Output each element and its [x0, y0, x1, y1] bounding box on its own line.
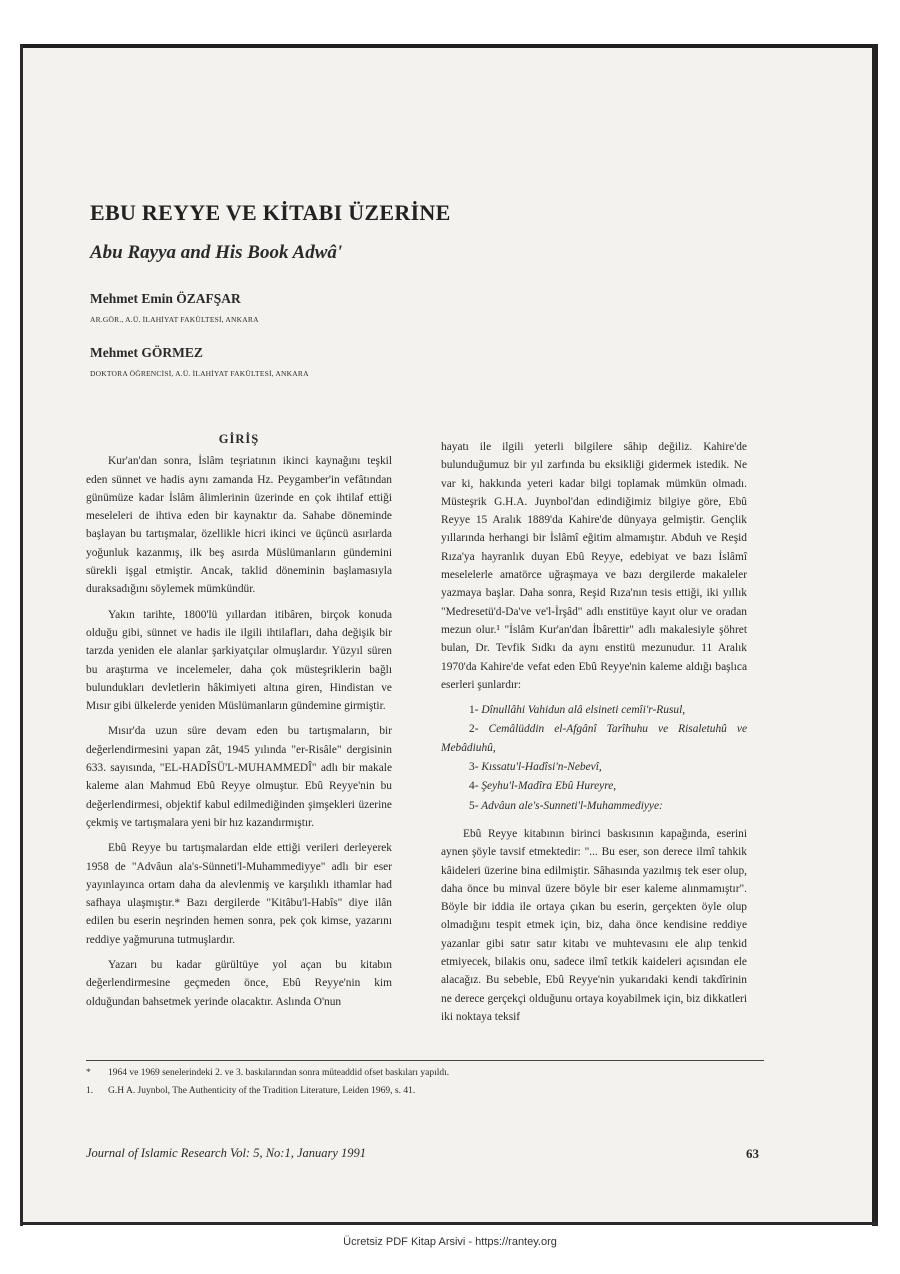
body-paragraph: hayatı ile ilgili yeterli bilgilere sâhip değiliz. Kahire'de bulunduğumuz bir yıl zarfında bu eksikliği gidermek istedik. Ne var ki, hakkında yeteri kadar bilgi toplamak mümkün olmadı. Müsteşrik G.H.A. Juynbol'dan edindiğimiz bilgiye göre, Ebû Reyye 15 Aralık 1889'da Kahire'de dünyaya gelmiştir. Gençlik yıllarında herhangi bir İslâmî eğitim almamıştır. Abduh ve Reşid Rıza'ya hayranlık duyan Ebû Reyye, edebiyat ve bazı İslâmî meselelerle amatörce uğraşmaya ve bazı dergilerde makaleler yazmaya başlar. Daha sonra, Reşid Rıza'nın tesis ettiği, iki yıllık "Medresetü'd-Da've ve'l-İrşâd" adlı enstitüye kayıt olur ve oradan mezun olur.¹ "İslâm Kur'an'dan İbârettir" adlı makalesiyle şöhret bulan, Dr. Tevfik Sıdkı da aynı enstitü mezunudur. 11 Aralık 1970'da Kahire'de vefat eden Ebû Reyye'nin kaleme aldığı başlıca eserleri şunlardır: [441, 441, 747, 691]
body-paragraph: Yazarı bu kadar gürültüye yol açan bu kitabın değerlendirmesine geçmeden önce, Ebû Reyye'nin kim olduğundan bahsetmek yerinde olacaktır. Aslında O'nun [86, 959, 392, 1008]
list-item [441, 797, 747, 815]
footnote [86, 1086, 415, 1096]
list-number: 4- [469, 780, 479, 793]
work-title: Dînullâhi Vahidun alâ elsineti cemîi'r-Rusul, [481, 704, 686, 717]
watermark-caption: Ücretsiz PDF Kitap Arsivi - https://rantey.org [343, 1236, 557, 1248]
list-number: 2- [469, 723, 479, 736]
article-subtitle: Abu Rayya and His Book Adwâ' [90, 242, 343, 263]
list-item [441, 777, 747, 795]
footnote-mark: * [86, 1068, 91, 1078]
footnote-divider [86, 1060, 764, 1061]
footnote-text: G.H A. Juynbol, The Authenticity of the Tradition Literature, Leiden 1969, s. 41. [108, 1086, 416, 1096]
author-affiliation: DOKTORA ÖĞRENCİSİ, A.Ü. İLAHİYAT FAKÜLTESİ, ANKARA [90, 369, 309, 378]
list-item [441, 701, 747, 719]
list-number: 3- [469, 761, 479, 774]
list-number: 1- [469, 704, 479, 717]
page-number: 63 [746, 1146, 759, 1161]
body-paragraph: Kur'an'dan sonra, İslâm teşriatının ikinci kaynağını teşkil eden sünnet ve hadis aynı zamanda Hz. Peygamber'in vefâtından günümüze kadar İslâm âlimlerinin üzerinde en çok ihtilaf ettiği meseleleri de ihtiva eden bir kaynaktır da. Sahabe döneminde başlayan bu tartışmalar, özellikle hicri ikinci ve üçüncü asırlarda yoğunluk kazanmış, ilk beş asırda Müslümanların gündemini sürekli işgal etmiştir. Ancak, taklid döneminin başlamasıyla duraksadığını söylemek mümkündür. [86, 455, 392, 596]
work-title: Kıssatu'l-Hadîsi'n-Nebevî, [481, 761, 602, 774]
list-item [441, 720, 747, 757]
scan-edge-left [20, 44, 23, 1226]
work-title: Cemâlüddin el-Afgânî Tarîhuhu ve Risaletuhû ve Mebâdiuhû, [441, 723, 747, 754]
footnote-text: 1964 ve 1969 senelerindeki 2. ve 3. baskılarından sonra müteaddid ofset baskıları yapıldı. [108, 1068, 450, 1078]
list-number: 5- [469, 799, 479, 812]
body-paragraph: Yakın tarihte, 1800'lü yıllardan itibâren, birçok konuda olduğu gibi, sünnet ve hadis ile ilgili ihtilafları, daha değişik bir tarzda yeniden ele alanlar şarkiyatçılar olmuşlardır. Yüzyıl süren bu araştırma ve incelemeler, daha çok müsteşriklerin bağlı bulundukları devletlerin hâkimiyeti altına giren, Hindistan ve Mısır gibi ülkelerde yeniden Müslümanların gündemine girmiştir. [86, 608, 392, 713]
works-list [441, 701, 747, 815]
footnote-mark: 1. [86, 1086, 94, 1096]
section-heading: GİRİŞ [218, 432, 260, 446]
body-paragraph: Mısır'da uzun süre devam eden bu tartışmaların, bir değerlendirmesini yapan zât, 1945 yılında "er-Risâle" dergisinin 633. sayısında, "EL-HADÎSÜ'L-MUHAMMEDÎ" adlı bir makale kaleme alan Mahmud Ebû Reyye olmuştur. Ebû Reyye'nin bu değerlendirmesi, objektif kabul edilmediğinden şimşekleri üzerine çekmiş ve tartışmalara yeni bir hız kazandırmıştır. [86, 725, 392, 829]
body-paragraph: Ebû Reyye kitabının birinci baskısının kapağında, eserini aynen şöyle tavsif etmektedir: "... Bu eser, son derece ilmî tahkik kâideleri üzerine bina edilmiştir. Sâhasında yazılmış tek eser olup, daha önce bu minval üzere böyle bir eser kaleme alınmamıştır". Böyle bir iddia ile ortaya çıkan bu eserin, gerçekten öyle olup olmadığını tespit etmek için, biz, daha önce kendisine reddiye yazanlar gibi satır satır kitabı ve muhtevasını ele alıp tenkid etmiyecek, bilakis onu, sadece ilmî tetkik kaideleri açısından ele alacağız. Bu sebeble, Ebû Reyye'nin yukarıdaki kendi takdîrinin ne derece gerçekçi olduğunu ortaya koyabilmek için, biz dikkatleri iki noktaya teksif [441, 827, 747, 1023]
work-title: Şeyhu'l-Madîra Ebû Hureyre, [481, 780, 617, 793]
work-title: Advâun ale's-Sunneti'l-Muhammediyye: [481, 799, 663, 812]
scan-edge-right [872, 44, 878, 1226]
scan-edge-bottom [22, 1222, 878, 1225]
article-title: EBU REYYE VE KİTABI ÜZERİNE [90, 200, 451, 225]
scan-edge-top [22, 44, 878, 48]
author-name: Mehmet GÖRMEZ [90, 345, 203, 360]
journal-citation: Journal of Islamic Research Vol: 5, No:1, January 1991 [86, 1146, 367, 1160]
author-name: Mehmet Emin ÖZAFŞAR [90, 291, 241, 306]
body-paragraph: Ebû Reyye bu tartışmalardan elde ettiği verileri derleyerek 1958 de "Advâun ala's-Sünneti'l-Muhammediyye" adlı bir eser yayınlayınca ortam daha da alevlenmiş ve karşılıklı ithamlar had safhaya ulaşmıştır.* Bazı dergilerde "Kitâbu'l-Habîs" diye ilân edilen bu eserin neşrinden hemen sonra, pek çok kimse, yazarını reddiye yağmuruna tutmuşlardır. [86, 842, 392, 946]
right-column [441, 438, 747, 1033]
list-item [441, 758, 747, 776]
footnote [86, 1068, 449, 1078]
left-column [86, 430, 392, 1018]
author-affiliation: AR.GÖR., A.Ü. İLAHİYAT FAKÜLTESİ, ANKARA [90, 315, 259, 324]
